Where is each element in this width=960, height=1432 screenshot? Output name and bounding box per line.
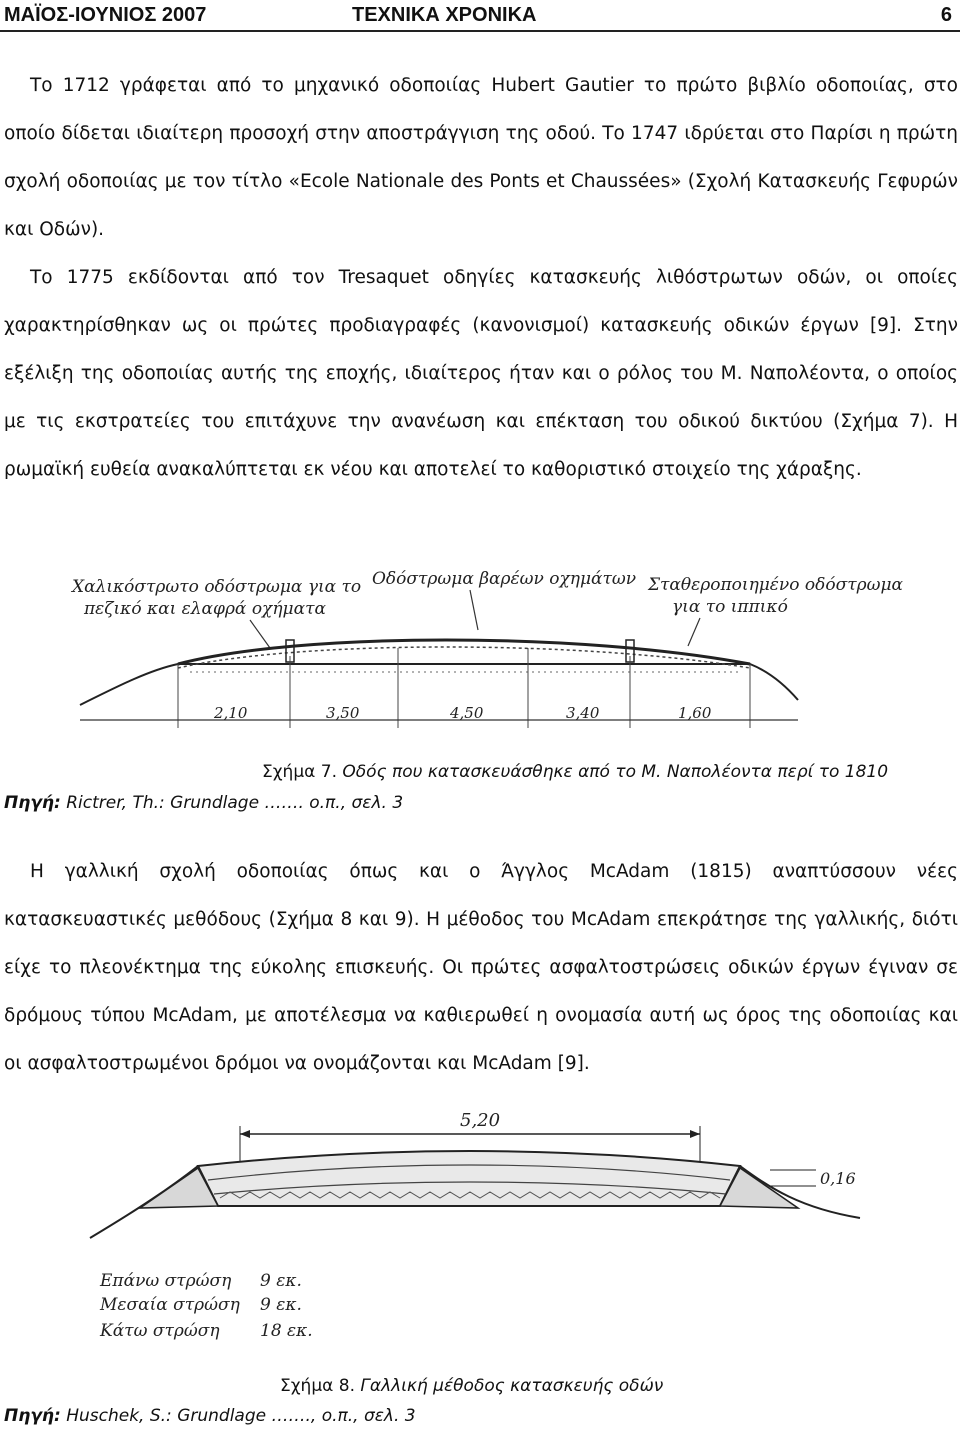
figure-8-french-road-section [80,1098,880,1358]
paragraph-3: Η γαλλική σχολή οδοποιίας όπως και ο Άγγλος McAdam (1815) αναπτύσσουν νέες κατασκευαστικές μεθόδους (Σχήμα 8 και 9). Η μέθοδος του McAdam επεκράτησε της γαλλικής, διότι είχε το πλεονέκτημα της εύκολης επισκευής. Οι πρώτες ασφαλτοστρώσεις οδικών έργων έγιναν σε δρόμους τύπου McAdam, με αποτέλεσμα να καθιερωθεί η ονομασία αυτή ως όρος της οδοποιίας και οι ασφαλτοστρωμένοι δρόμοι να ονομάζονται και McAdam [9]. [4,861,958,1074]
fig8-caption-number: Σχήμα 8. [280,1376,355,1396]
fig7-dim-4: 3,40 [566,704,600,722]
fig7-dim-3: 4,50 [450,704,484,722]
fig7-label-center: Οδόστρωμα βαρέων οχημάτων [372,569,637,589]
figure-7-caption [262,762,888,782]
figure-7-source [4,793,403,813]
fig8-source-text: Huschek, S.: Grundlage ……., ο.π., σελ. 3 [66,1406,416,1426]
fig8-layer-3-name: Κάτω στρώση [100,1321,220,1341]
fig7-caption-number: Σχήμα 7. [262,762,337,782]
fig7-dim-1: 2,10 [214,704,248,722]
fig8-width-dim: 5,20 [460,1110,501,1131]
paragraph-1: Το 1712 γράφεται από το μηχανικό οδοποιίας Hubert Gautier το πρώτο βιβλίο οδοποιίας, στο οποίο δίδεται ιδιαίτερη προσοχή στην αποστράγγιση της οδού. Το 1747 ιδρύεται στο Παρίσι η πρώτη σχολή οδοποιίας με τον τίτλο «Ecole Nationale des Ponts et Chaussées» (Σχολή Κατασκευής Γεφυρών και Οδών). [4,75,958,240]
fig8-layer-2-name: Μεσαία στρώση [100,1295,240,1315]
figure-8-source [4,1406,416,1426]
fig7-source-label: Πηγή: [4,793,61,813]
header-page-number: 6 [940,4,952,26]
fig8-layer-1-value: 9 εκ. [260,1271,302,1291]
header-date: ΜΑΪΟΣ-ΙΟΥΝΙΟΣ 2007 [4,4,207,26]
fig7-source-text: Rictrer, Th.: Grundlage ……. ο.π., σελ. 3 [66,793,404,813]
fig7-label-left-2: πεζικό και ελαφρά οχήματα [84,599,326,619]
fig7-caption-text: Οδός που κατασκευάσθηκε από το Μ. Ναπολέοντα περί το 1810 [342,762,889,782]
fig7-dim-2: 3,50 [326,704,360,722]
page-header [0,0,960,32]
fig7-label-right-2: για το ιππικό [672,597,788,617]
header-journal: ΤΕΧΝΙΚΑ ΧΡΟΝΙΚΑ [352,4,537,26]
fig7-label-right-1: Σταθεροποιημένο οδόστρωμα [648,575,903,595]
fig8-source-label: Πηγή: [4,1406,61,1426]
fig7-label-left-1: Χαλικόστρωτο οδόστρωμα για το [72,577,362,597]
figure-8-caption [280,1376,663,1396]
fig8-depth-dim: 0,16 [820,1169,856,1188]
paragraph-2: Το 1775 εκδίδονται από τον Tresaquet οδηγίες κατασκευής λιθόστρωτων οδών, οι οποίες χαρακτηρίσθηκαν ως οι πρώτες προδιαγραφές (κανονισμοί) κατασκευής οδικών έργων [9]. Στην εξέλιξη της οδοποιίας αυτής της εποχής, ιδιαίτερος ήταν και ο ρόλος του Μ. Ναπολέοντα, ο οποίος με τις εκστρατείες του επιτάχυνε την ανανέωση και επέκταση του οδικού δικτύου (Σχήμα 7). Η ρωμαϊκή ευθεία ανακαλύπτεται εκ νέου και αποτελεί το καθοριστικό στοιχείο της χάραξης. [4,267,958,480]
fig7-dim-5: 1,60 [678,704,712,722]
fig8-layer-1-name: Επάνω στρώση [100,1271,232,1291]
fig8-caption-text: Γαλλική μέθοδος κατασκευής οδών [360,1376,664,1396]
figure-7-road-cross-section [60,560,903,760]
fig8-layer-2-value: 9 εκ. [260,1295,302,1315]
fig8-layer-3-value: 18 εκ. [260,1321,313,1341]
